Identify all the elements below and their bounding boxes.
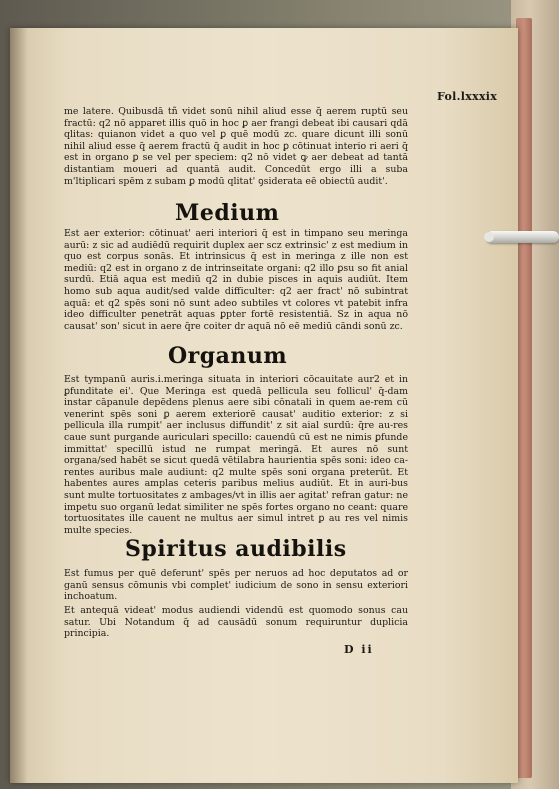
red-page-edge <box>516 18 532 778</box>
paragraph-organum: Est tympanū auris.i.meringa situata in interiori cōcauitate aur2 et in ꝑfunditate ei'. Que Meringa est quedā pellicula seu follicul' q̄-dam instar cāpanule depēdens plenus aere sibi cōnatali in quem ae-rem cū venerint spēs soni ꝑ aerem exteriorē causat' auditio exterior: z si pellicula illa rumpit' aer inclusus diffundit' z sit aial surdū: q̄re au-res caue sunt purgande auriculari specillo: cauendū cū est ne nimis ꝑfunde immittat' specillū istud ne rumpat meringā. Et aures nō sunt organa/sed habēt se sicut quedā vētilabra haurientia spēs soni: ideo ca-rentes auribus male audiunt: q2 multe spēs soni organa preterūt. Et habentes aures amplas ceteris paribus melius audiūt. Et in auri-bus sunt multe tortuositates z ambages/vt in illis aer agitat' refran gatur: ne impetu suo organū ledat similiter ne spēs fortes organo no ceant: quare tortuositates ille cauent ne multus aer simul intret ꝑ au res vel nimis multe species. <box>64 374 408 536</box>
gutter-shadow <box>10 28 28 783</box>
folio-number: Fol.lxxxix <box>437 90 498 103</box>
heading-spiritus-audibilis: Spiritus audibilis <box>125 536 347 562</box>
paragraph-intro: me latere. Quibusdā tñ videt sonū nihil aliud esse q̄ aerem ruptū seu fractū: q2 nō apparet illis quō in hoc ꝑ aer frangi debeat ibi causari qdā qlitas: quianon videt a quo vel ꝑ quē modū zc. quare dicunt illi sonū nihil aliud esse q̄ aerem fractū q̄ audit in hoc ꝑ cōtinuat interio ri aeri q̄ est in organo ꝑ se vel per speciem: q2 nō videt ꝙ aer debeat ad tantā distantiam moueri ad quantā audit. Concedūt ergo illi a suba m'ltiplicari spēm z subam ꝑ modū qlitat' ꝯsiderata eē obiectū audit'. <box>64 106 408 187</box>
heading-medium: Medium <box>175 200 280 226</box>
paragraph-medium: Est aer exterior: cōtinuat' aeri interiori q̄ est in timpano seu meringa aurū: z sic ad audiēdū requirit duplex aer scz extrinsic' z est medium in quo est corpus sonās. Et intrinsicus q̄ est in meringa z ille non est mediū: q2 est in organo z de intrinseitate organi: q2 illo ꝑsu so fit anial surdū. Etiā aqua est mediū q2 in dubie pisces in aquis audiūt. Item homo sub aqua audit/sed valde difficulter: q2 aer fract' nō subintrat aquā: et q2 spēs soni nō sunt adeo subtiles vt colores vt patebit infra ideo difficulter penetrāt aquas ꝑpter fortē resistentiā. Sz in aqua nō causat' son' sicut in aere q̄re coiter dr aquā nō eē mediū cāndi sonū zc. <box>64 228 408 332</box>
paragraph-notandum: Et antequā videat' modus audiendi videndū est quomodo sonus cau satur. Ubi Notandum q̄ ad causādū sonum requiruntur duplicia principia. <box>64 605 408 640</box>
heading-organum: Organum <box>168 343 288 369</box>
glass-page-holder <box>486 231 559 243</box>
glass-page-holder-tip <box>484 232 494 242</box>
signature-mark: D ii <box>344 643 374 656</box>
paragraph-spiritus: Est fumus per quē deferunt' spēs per neruos ad hoc deputatos ad or ganū sensus cōmunis vbi complet' iudicium de sono in sensu exteriori inchoatum. <box>64 568 408 603</box>
